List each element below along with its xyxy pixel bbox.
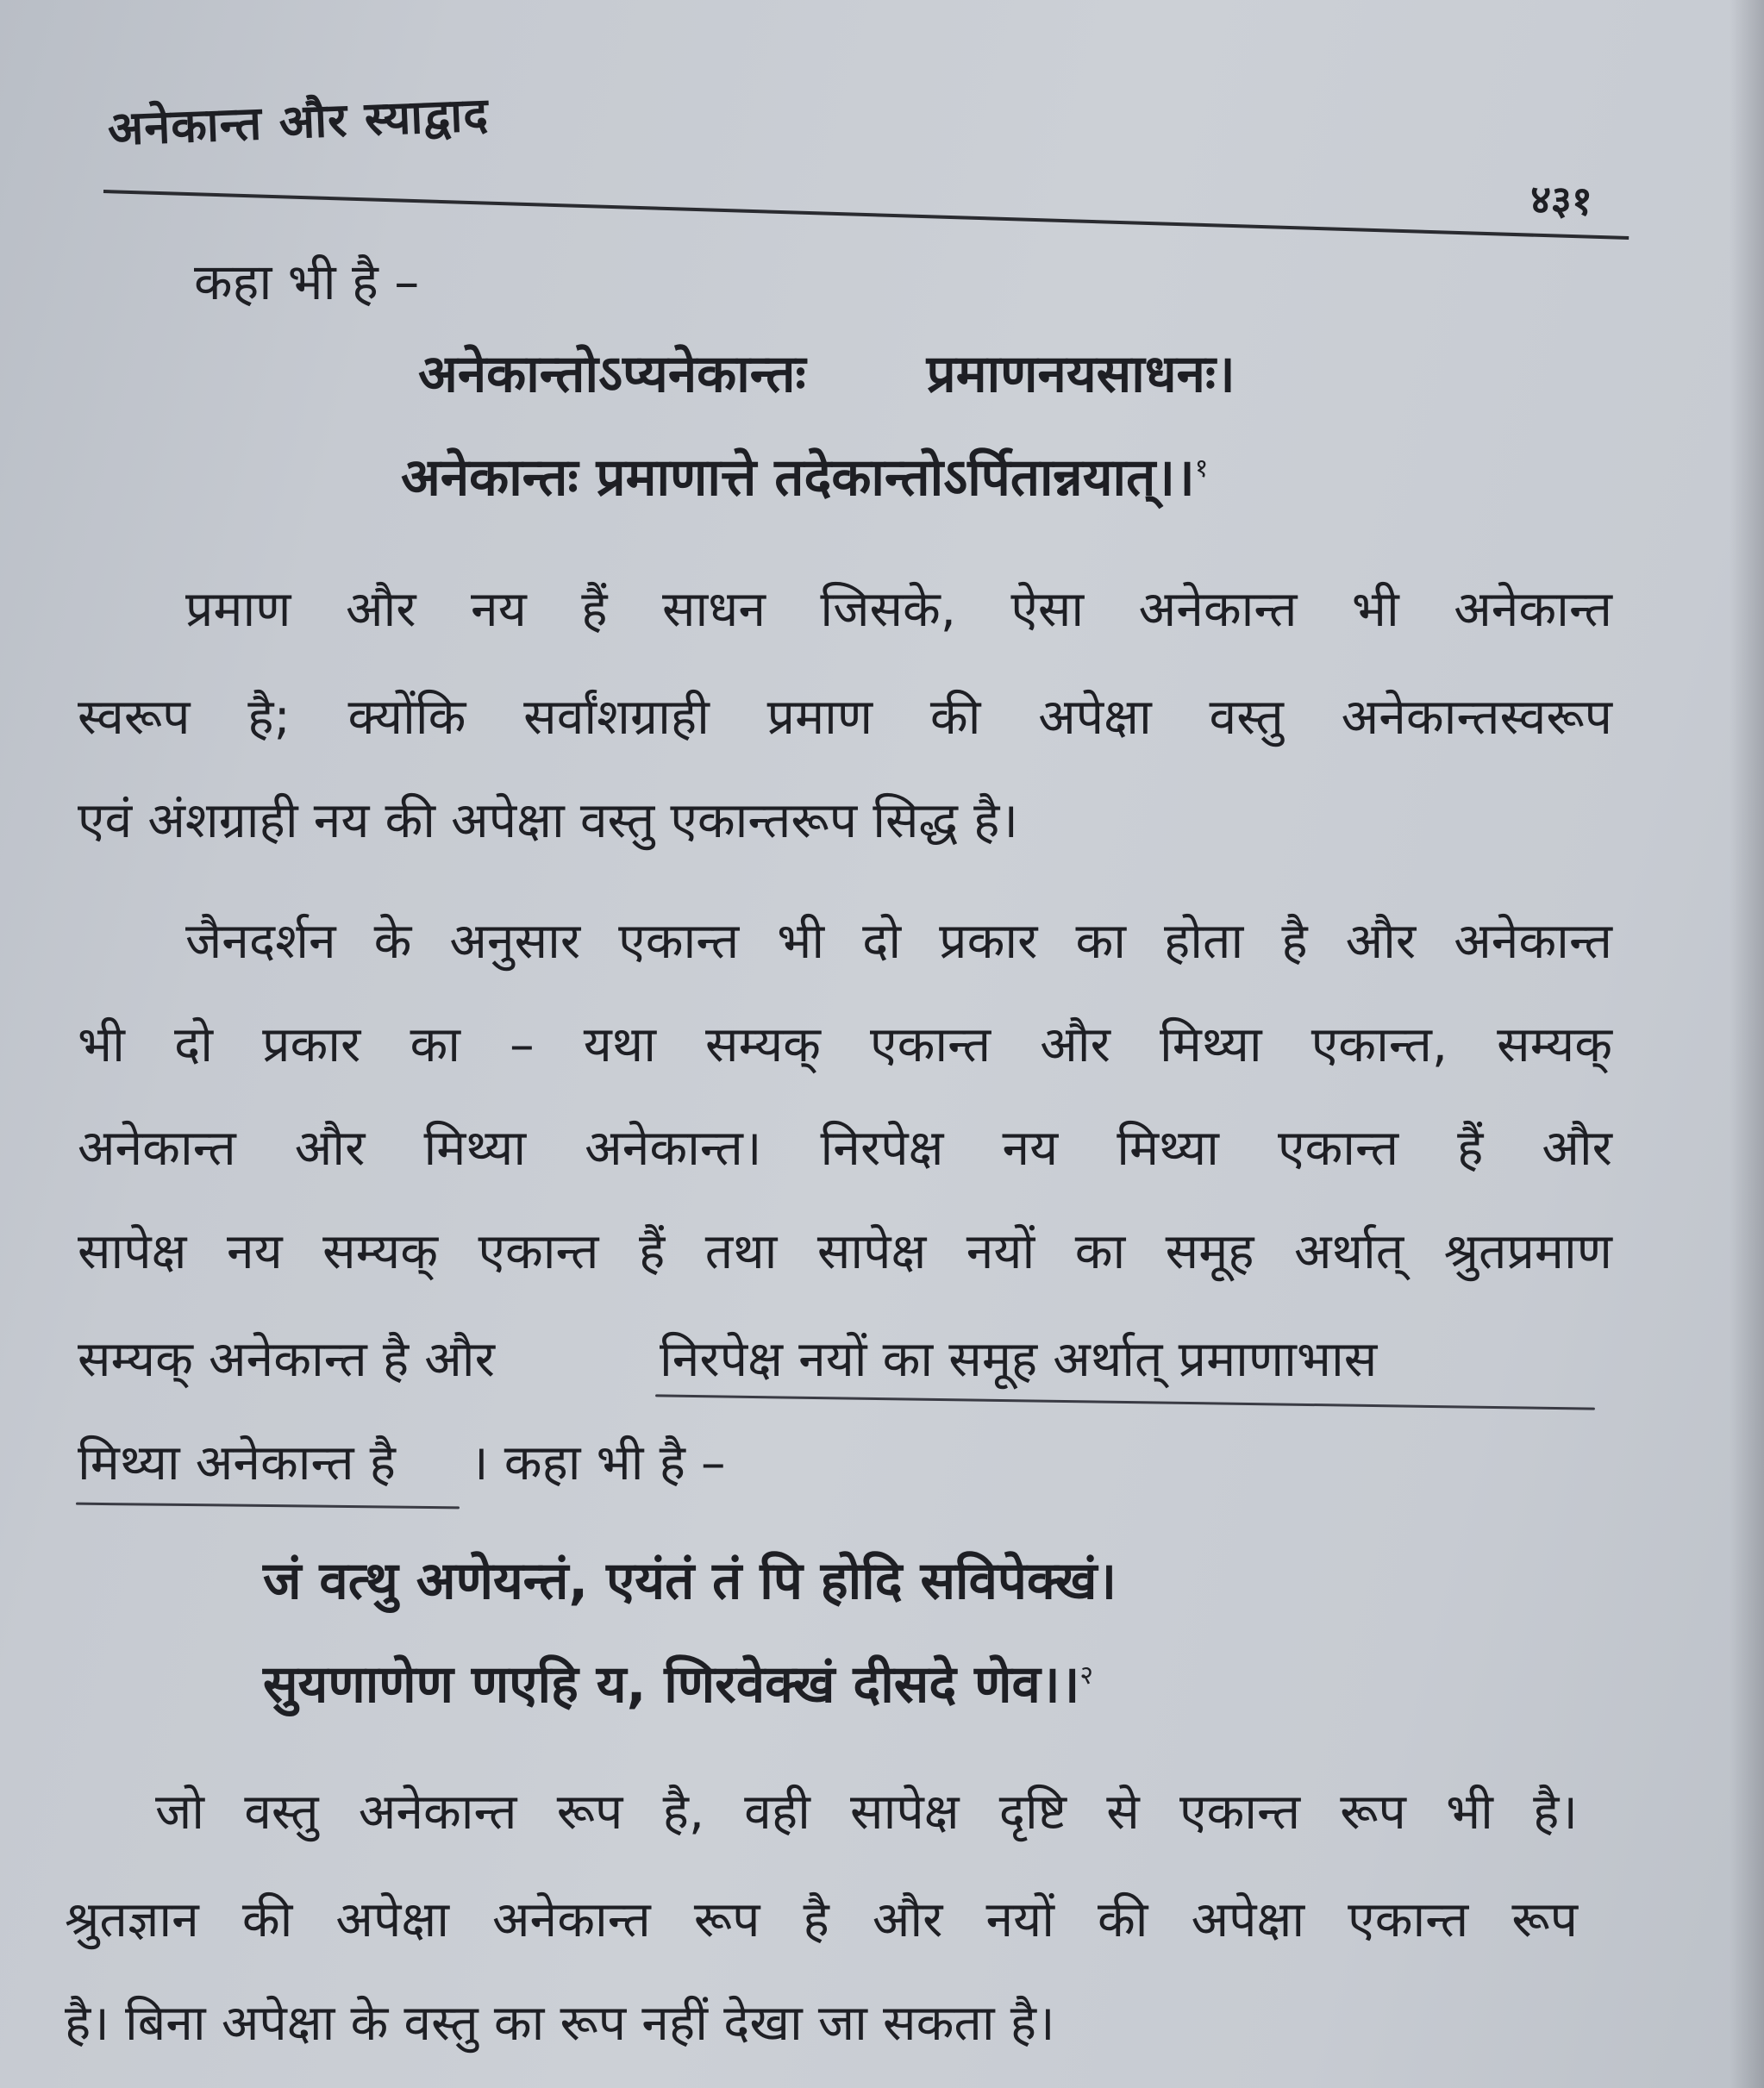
paragraph-1-line-1: प्रमाण और नय हैं साधन जिसके, ऐसा अनेकान्त भी अनेकान्त	[185, 581, 1612, 638]
page-number: ४३१	[1529, 175, 1593, 225]
paragraph-3-line-3: है। बिना अपेक्षा के वस्तु का रूप नहीं देखा जा सकता है।	[65, 1995, 1055, 2052]
footnote-marker-1: १	[1194, 453, 1209, 484]
paragraph-2-line-3: अनेकान्त और मिथ्या अनेकान्त। निरपेक्ष नय मिथ्या एकान्त हैं और	[78, 1120, 1612, 1177]
paragraph-2-line-5b: निरपेक्ष नयों का समूह अर्थात् प्रमाणाभास	[660, 1331, 1378, 1388]
verse-2-line-2-text: सुयणाणेण णएहि य, णिरवेक्खं दीसदे णेव।।	[263, 1654, 1080, 1715]
paragraph-2-line-2: भी दो प्रकार का – यथा सम्यक् एकान्त और मिथ्या एकान्त, सम्यक्	[78, 1016, 1612, 1073]
paragraph-2-line-5a: सम्यक् अनेकान्त है और	[78, 1331, 495, 1388]
paragraph-3-line-2: श्रुतज्ञान की अपेक्षा अनेकान्त रूप है और नयों की अपेक्षा एकान्त रूप	[65, 1891, 1578, 1948]
paragraph-2-line-6b: । कहा भी है –	[470, 1435, 726, 1491]
verse-1-line-1-left: अनेकान्तोऽप्यनेकान्तः	[418, 344, 806, 404]
header-rule	[103, 190, 1629, 240]
verse-1-line-2-text: अनेकान्तः प्रमाणात्ते तदेकान्तोऽर्पितान्नयात्।।	[401, 447, 1195, 508]
verse-2-line-2	[263, 1647, 1093, 1717]
paragraph-2-line-6a: मिथ्या अनेकान्त है	[78, 1435, 396, 1491]
paragraph-2-line-4: सापेक्ष नय सम्यक् एकान्त हैं तथा सापेक्ष नयों का समूह अर्थात् श्रुतप्रमाण	[78, 1223, 1612, 1280]
intro-line-1: कहा भी है –	[194, 253, 420, 311]
footnote-marker-2: २	[1079, 1660, 1093, 1691]
verse-1-line-2	[401, 440, 1208, 510]
pen-underline-1	[655, 1394, 1595, 1410]
paragraph-1-line-3: एवं अंशग्राही नय की अपेक्षा वस्तु एकान्तरूप सिद्ध है।	[78, 792, 1019, 849]
verse-1-line-1-right: प्रमाणनयसाधनः।	[926, 344, 1235, 404]
verse-1-line-1	[418, 336, 1235, 407]
paragraph-2-line-1: जैनदर्शन के अनुसार एकान्त भी दो प्रकार का होता है और अनेकान्त	[185, 913, 1612, 970]
page-edge-shadow	[1730, 0, 1764, 2088]
paragraph-3-line-1: जो वस्तु अनेकान्त रूप है, वही सापेक्ष दृष्टि से एकान्त रूप भी है।	[155, 1784, 1578, 1841]
pen-underline-2	[76, 1503, 460, 1510]
verse-2-line-1: जं वत्थु अणेयन्तं, एयंतं तं पि होदि सविपेक्खं।	[263, 1551, 1117, 1611]
paragraph-1-line-2: स्वरूप है; क्योंकि सर्वांशग्राही प्रमाण की अपेक्षा वस्तु अनेकान्तस्वरूप	[78, 689, 1612, 746]
running-head: अनेकान्त और स्याद्वाद	[106, 87, 491, 156]
